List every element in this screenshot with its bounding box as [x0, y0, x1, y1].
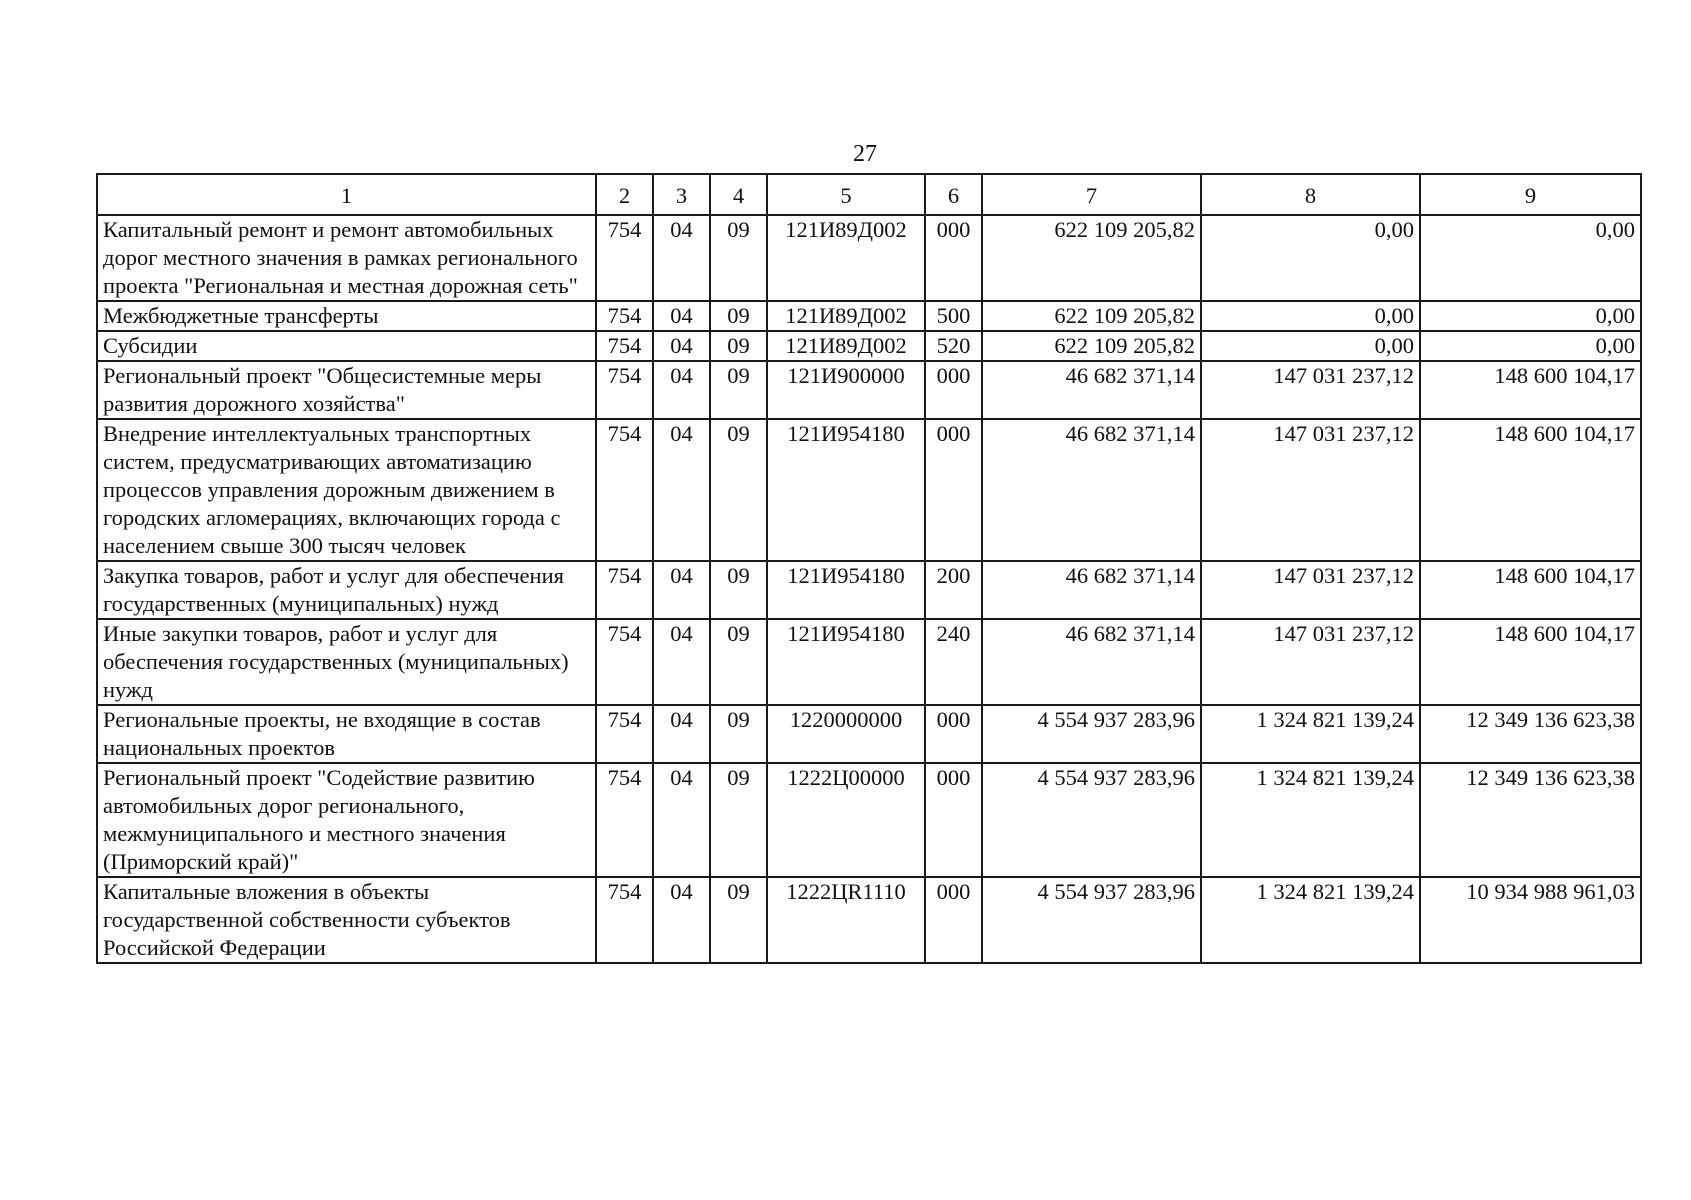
row-amount-col8: 1 324 821 139,24	[1201, 705, 1420, 763]
row-subsection-code: 09	[710, 419, 767, 561]
row-amount-col8: 147 031 237,12	[1201, 419, 1420, 561]
row-amount-col9: 148 600 104,17	[1420, 561, 1641, 619]
header-col-1: 1	[97, 174, 596, 215]
table-row	[97, 619, 1641, 705]
header-col-6: 6	[925, 174, 982, 215]
row-amount-col7: 4 554 937 283,96	[982, 763, 1201, 877]
table-row	[97, 331, 1641, 361]
row-expense-type: 500	[925, 301, 982, 331]
row-name: Региональный проект "Общесистемные меры развития дорожного хозяйства"	[97, 361, 596, 419]
table-row	[97, 763, 1641, 877]
row-target-article: 1222Ц00000	[767, 763, 925, 877]
row-ministry-code: 754	[596, 301, 653, 331]
row-expense-type: 000	[925, 877, 982, 963]
row-expense-type: 200	[925, 561, 982, 619]
page-number: 27	[853, 141, 877, 167]
header-col-4: 4	[710, 174, 767, 215]
row-amount-col9: 10 934 988 961,03	[1420, 877, 1641, 963]
row-amount-col7: 46 682 371,14	[982, 561, 1201, 619]
row-target-article: 121И954180	[767, 419, 925, 561]
row-subsection-code: 09	[710, 361, 767, 419]
row-section-code: 04	[653, 361, 710, 419]
row-subsection-code: 09	[710, 301, 767, 331]
row-amount-col9: 148 600 104,17	[1420, 419, 1641, 561]
row-amount-col8: 147 031 237,12	[1201, 361, 1420, 419]
row-target-article: 1220000000	[767, 705, 925, 763]
row-subsection-code: 09	[710, 561, 767, 619]
row-amount-col9: 12 349 136 623,38	[1420, 763, 1641, 877]
row-ministry-code: 754	[596, 877, 653, 963]
row-ministry-code: 754	[596, 619, 653, 705]
header-col-5: 5	[767, 174, 925, 215]
row-amount-col9: 0,00	[1420, 301, 1641, 331]
row-subsection-code: 09	[710, 331, 767, 361]
row-amount-col7: 622 109 205,82	[982, 331, 1201, 361]
row-amount-col9: 0,00	[1420, 331, 1641, 361]
row-expense-type: 000	[925, 763, 982, 877]
row-subsection-code: 09	[710, 877, 767, 963]
row-section-code: 04	[653, 763, 710, 877]
row-name: Капитальные вложения в объекты государственной собственности субъектов Российской Федерации	[97, 877, 596, 963]
row-amount-col7: 622 109 205,82	[982, 215, 1201, 301]
row-amount-col8: 147 031 237,12	[1201, 619, 1420, 705]
table-row	[97, 877, 1641, 963]
row-name: Внедрение интеллектуальных транспортных систем, предусматривающих автоматизацию процессов управления дорожным движением в городских агломерациях, включающих города с населением свыше 300 тысяч человек	[97, 419, 596, 561]
table-row	[97, 215, 1641, 301]
row-expense-type: 000	[925, 419, 982, 561]
row-ministry-code: 754	[596, 419, 653, 561]
budget-table	[96, 173, 1642, 964]
header-col-9: 9	[1420, 174, 1641, 215]
row-target-article: 121И954180	[767, 561, 925, 619]
row-amount-col7: 622 109 205,82	[982, 301, 1201, 331]
row-amount-col7: 46 682 371,14	[982, 361, 1201, 419]
row-subsection-code: 09	[710, 619, 767, 705]
row-amount-col9: 148 600 104,17	[1420, 361, 1641, 419]
row-amount-col8: 0,00	[1201, 215, 1420, 301]
header-col-7: 7	[982, 174, 1201, 215]
header-col-2: 2	[596, 174, 653, 215]
row-amount-col8: 1 324 821 139,24	[1201, 763, 1420, 877]
row-name: Региональные проекты, не входящие в состав национальных проектов	[97, 705, 596, 763]
row-expense-type: 000	[925, 215, 982, 301]
row-expense-type: 000	[925, 705, 982, 763]
row-section-code: 04	[653, 877, 710, 963]
row-amount-col8: 0,00	[1201, 331, 1420, 361]
row-amount-col9: 0,00	[1420, 215, 1641, 301]
row-name: Региональный проект "Содействие развитию автомобильных дорог регионального, межмуниципального и местного значения (Приморский край)"	[97, 763, 596, 877]
row-ministry-code: 754	[596, 215, 653, 301]
table-row	[97, 561, 1641, 619]
row-name: Субсидии	[97, 331, 596, 361]
row-section-code: 04	[653, 619, 710, 705]
row-target-article: 1222ЦR1110	[767, 877, 925, 963]
row-subsection-code: 09	[710, 763, 767, 877]
row-subsection-code: 09	[710, 215, 767, 301]
row-target-article: 121И954180	[767, 619, 925, 705]
row-amount-col7: 4 554 937 283,96	[982, 705, 1201, 763]
row-amount-col8: 1 324 821 139,24	[1201, 877, 1420, 963]
table-row	[97, 419, 1641, 561]
row-section-code: 04	[653, 331, 710, 361]
row-ministry-code: 754	[596, 561, 653, 619]
row-section-code: 04	[653, 561, 710, 619]
row-amount-col9: 148 600 104,17	[1420, 619, 1641, 705]
row-amount-col8: 0,00	[1201, 301, 1420, 331]
table-row	[97, 361, 1641, 419]
row-target-article: 121И89Д002	[767, 301, 925, 331]
row-amount-col7: 46 682 371,14	[982, 619, 1201, 705]
row-name: Иные закупки товаров, работ и услуг для обеспечения государственных (муниципальных) нужд	[97, 619, 596, 705]
header-row	[97, 174, 1641, 215]
row-amount-col7: 46 682 371,14	[982, 419, 1201, 561]
row-amount-col8: 147 031 237,12	[1201, 561, 1420, 619]
row-ministry-code: 754	[596, 705, 653, 763]
row-section-code: 04	[653, 301, 710, 331]
row-expense-type: 520	[925, 331, 982, 361]
row-section-code: 04	[653, 419, 710, 561]
table-row	[97, 301, 1641, 331]
row-ministry-code: 754	[596, 763, 653, 877]
table-row	[97, 705, 1641, 763]
row-ministry-code: 754	[596, 361, 653, 419]
row-subsection-code: 09	[710, 705, 767, 763]
row-amount-col9: 12 349 136 623,38	[1420, 705, 1641, 763]
row-target-article: 121И89Д002	[767, 215, 925, 301]
row-section-code: 04	[653, 705, 710, 763]
row-amount-col7: 4 554 937 283,96	[982, 877, 1201, 963]
header-col-3: 3	[653, 174, 710, 215]
row-name: Межбюджетные трансферты	[97, 301, 596, 331]
row-target-article: 121И900000	[767, 361, 925, 419]
row-name: Капитальный ремонт и ремонт автомобильных дорог местного значения в рамках регионального проекта "Региональная и местная дорожная сеть"	[97, 215, 596, 301]
row-expense-type: 240	[925, 619, 982, 705]
row-name: Закупка товаров, работ и услуг для обеспечения государственных (муниципальных) нужд	[97, 561, 596, 619]
row-expense-type: 000	[925, 361, 982, 419]
row-target-article: 121И89Д002	[767, 331, 925, 361]
row-ministry-code: 754	[596, 331, 653, 361]
row-section-code: 04	[653, 215, 710, 301]
header-col-8: 8	[1201, 174, 1420, 215]
